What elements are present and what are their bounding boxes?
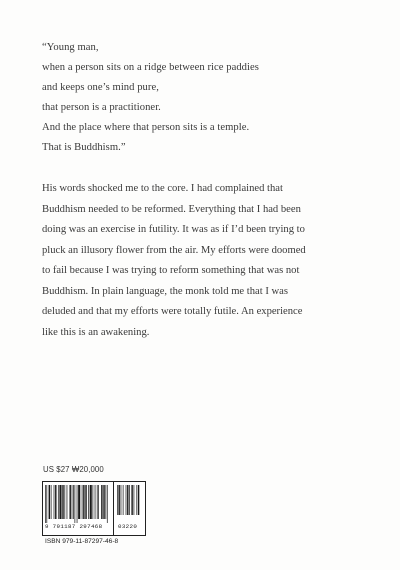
barcode-bar (54, 485, 55, 519)
quote-line: and keeps one’s mind pure, (42, 82, 159, 93)
quote-line: And the place where that person sits is a temple. (42, 122, 250, 133)
barcode-bar (101, 485, 102, 519)
body-line: Buddhism. In plain language, the monk told me that I was (42, 285, 288, 297)
body-line: His words shocked me to the core. I had complained that (42, 183, 283, 194)
barcode-bar (49, 485, 50, 519)
barcode-bar (55, 485, 56, 519)
barcode-bar (131, 485, 132, 515)
isbn-caption-box (42, 536, 146, 549)
barcode-bar (72, 485, 73, 519)
barcode-bar (85, 485, 86, 519)
barcode-bar (129, 485, 130, 515)
barcode-bar (67, 485, 68, 519)
barcode-bar (78, 485, 80, 519)
barcode-bar (95, 485, 96, 519)
body-line: deluded and that my efforts were totally futile. An experience (42, 306, 303, 317)
barcode-bar (136, 485, 137, 515)
barcode-bar (118, 485, 119, 515)
quote-line: That is Buddhism.” (42, 142, 126, 153)
barcode-bar (58, 485, 59, 519)
price-label: US $27 ₩20,000 (43, 465, 104, 474)
barcode-bar (93, 485, 94, 519)
barcode-bar (138, 485, 139, 515)
isbn-number: ISBN 979-11-87297-46-8 (45, 538, 119, 545)
barcode-bar (82, 485, 83, 519)
barcode-bar (46, 485, 47, 523)
quote-line: that person is a practitioner. (42, 102, 161, 113)
barcode-bar (105, 485, 106, 519)
body-line: Buddhism needed to be reformed. Everything that I had been (42, 203, 301, 215)
barcode-bar (51, 485, 52, 519)
barcode-bar (98, 485, 99, 519)
body-line: to fail because I was trying to reform something that was not (42, 265, 300, 276)
quote-block (42, 38, 372, 158)
body-line: like this is an awakening. (42, 326, 150, 338)
quote-line: when a person sits on a ridge between rice paddies (42, 62, 259, 73)
barcode-bar (90, 485, 92, 519)
barcode-bar (134, 485, 135, 515)
barcode-bar (69, 485, 70, 519)
barcode-bar (62, 485, 63, 519)
barcode-bar (123, 485, 124, 515)
barcode-bar (107, 485, 108, 523)
barcode-bar (83, 485, 84, 519)
barcode-bar (73, 485, 74, 519)
barcode-bars (45, 485, 113, 523)
barcode-bar (64, 485, 65, 519)
body-line: doing was an exercise in futility. It was as if I’d been trying to (42, 224, 305, 235)
quote-line: “Young man, (42, 42, 99, 53)
barcode-bar (45, 485, 46, 523)
addon-digits: 03220 (118, 523, 138, 530)
ean-barcode (42, 481, 114, 536)
barcode-bar (88, 485, 89, 519)
addon-bars (117, 485, 143, 523)
barcode-bar (127, 485, 128, 515)
barcode-bar (117, 485, 118, 515)
barcode-bar (97, 485, 98, 519)
barcode-bar (77, 485, 78, 523)
body-paragraph (42, 179, 360, 343)
barcode-bar (121, 485, 122, 515)
body-line: pluck an illusory flower from the air. My efforts were doomed (42, 244, 306, 256)
barcode-bar (59, 485, 61, 519)
barcode-digits: 9 791187 297468 (45, 523, 103, 530)
barcode-bar (126, 485, 127, 515)
barcode-bar (75, 485, 76, 523)
barcode-bar (103, 485, 104, 519)
addon-barcode (114, 481, 146, 536)
